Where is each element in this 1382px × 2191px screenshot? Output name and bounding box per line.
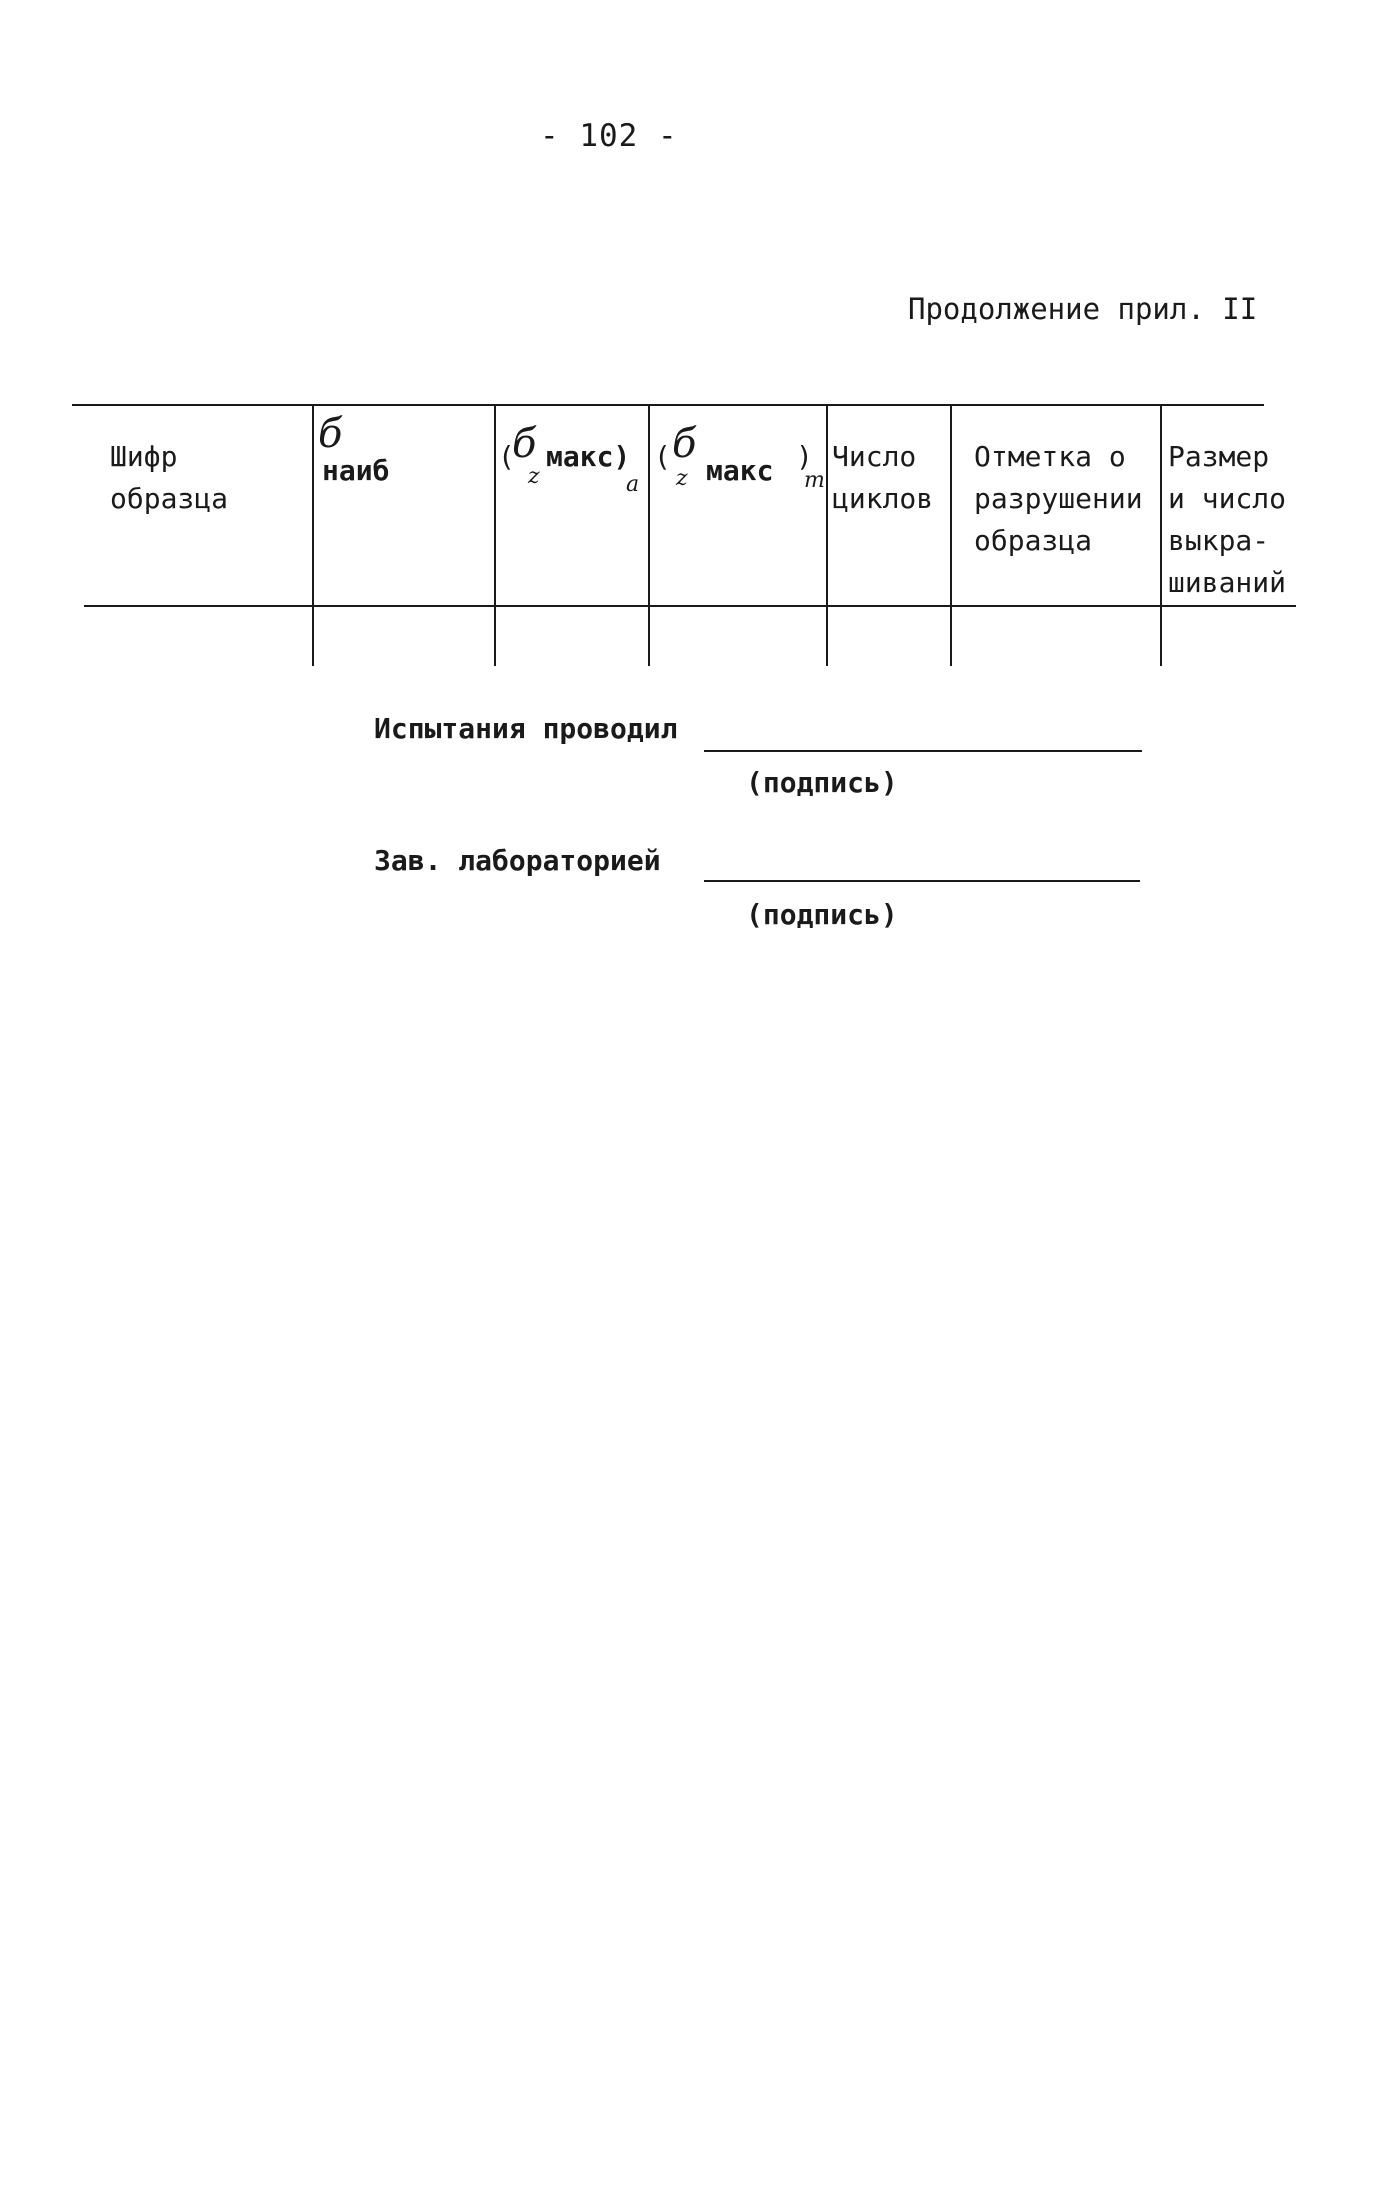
- signature-label-tester: Испытания проводил: [374, 712, 678, 745]
- table-header-bottom-rule: [84, 605, 1296, 607]
- column-divider: [950, 404, 952, 666]
- column-header-sigma-max-mean: макс: [706, 454, 774, 487]
- open-paren: (: [654, 440, 671, 473]
- subscript-m: m: [804, 468, 825, 493]
- column-header-fracture-mark: Отметка о разрушении образца: [974, 440, 1143, 557]
- open-paren: (: [498, 440, 515, 473]
- column-header-cycle-count: Число циклов: [832, 440, 934, 515]
- column-divider: [826, 404, 828, 666]
- signature-line-lab-head: [704, 880, 1140, 882]
- signature-caption-lab-head: (подпись): [746, 898, 898, 931]
- sigma-symbol: б: [512, 421, 537, 467]
- page-number: - 102 -: [540, 118, 678, 154]
- column-divider: [312, 404, 314, 666]
- column-divider: [1160, 404, 1162, 666]
- column-header-sigma-max: наиб: [322, 454, 390, 487]
- column-header-specimen-code: Шифр образца: [110, 440, 229, 515]
- column-divider: [494, 404, 496, 666]
- appendix-continuation-note: Продолжение прил. II: [908, 292, 1258, 326]
- sigma-symbol: б: [672, 421, 697, 467]
- sigma-symbol: б: [318, 411, 343, 457]
- column-divider: [648, 404, 650, 666]
- subscript-z: z: [676, 466, 688, 491]
- subscript-z: z: [528, 464, 540, 489]
- signature-caption-tester: (подпись): [746, 766, 898, 799]
- signature-line-tester: [704, 750, 1142, 752]
- table-top-rule: [72, 404, 1264, 406]
- subscript-a: a: [626, 472, 640, 497]
- column-header-sigma-max-amplitude: макс): [546, 440, 631, 473]
- close-paren: ): [796, 440, 813, 473]
- signature-label-lab-head: Зав. лабораторией: [374, 844, 661, 877]
- column-header-spalling-size-count: Размер и число выкра- шиваний: [1168, 440, 1287, 599]
